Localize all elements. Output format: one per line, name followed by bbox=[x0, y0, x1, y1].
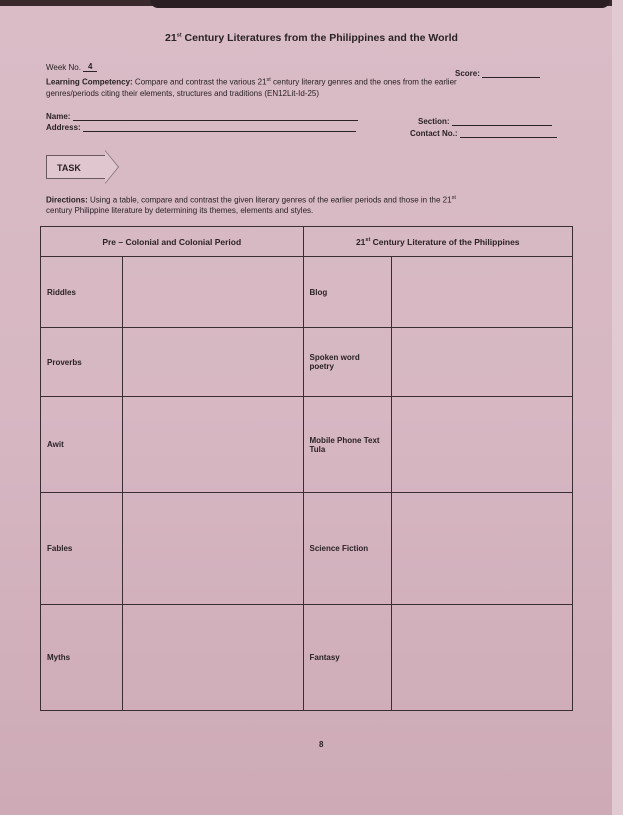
name-field: Name: bbox=[46, 112, 358, 121]
task-label: TASK bbox=[46, 155, 106, 179]
answer-cell[interactable] bbox=[392, 257, 573, 328]
week-number: Week No. 4 bbox=[46, 62, 97, 72]
genre-old: Riddles bbox=[41, 257, 123, 328]
genre-new: Spoken word poetry bbox=[303, 328, 392, 397]
answer-cell[interactable] bbox=[392, 397, 573, 493]
directions-cont: century Philippine literature by determining its themes, elements and styles. bbox=[46, 206, 314, 215]
page-title: 21st Century Literatures from the Philippines and the World bbox=[165, 32, 458, 44]
photo-shadow bbox=[150, 0, 610, 8]
page-number: 8 bbox=[319, 740, 324, 749]
comparison-table bbox=[40, 226, 573, 711]
arrow-icon bbox=[105, 150, 119, 184]
answer-cell[interactable] bbox=[122, 493, 303, 605]
table-row bbox=[41, 257, 573, 328]
section-field: Section: bbox=[418, 117, 552, 126]
answer-cell[interactable] bbox=[122, 397, 303, 493]
genre-new: Blog bbox=[303, 257, 392, 328]
table-row bbox=[41, 605, 573, 711]
genre-new: Fantasy bbox=[303, 605, 392, 711]
directions: Directions: Using a table, compare and contrast the given literary genres of the earlier periods and those in the 21st bbox=[46, 195, 456, 205]
answer-cell[interactable] bbox=[122, 605, 303, 711]
genre-new: Science Fiction bbox=[303, 493, 392, 605]
genre-old: Proverbs bbox=[41, 328, 123, 397]
learning-competency-cont: genres/periods citing their elements, structures and traditions (EN12Lit-Id-25) bbox=[46, 89, 320, 98]
genre-old: Awit bbox=[41, 397, 123, 493]
score-field: Score: bbox=[455, 69, 540, 78]
answer-cell[interactable] bbox=[122, 257, 303, 328]
answer-cell[interactable] bbox=[392, 493, 573, 605]
genre-old: Fables bbox=[41, 493, 123, 605]
genre-new: Mobile Phone Text Tula bbox=[303, 397, 392, 493]
answer-cell[interactable] bbox=[392, 328, 573, 397]
table-row bbox=[41, 493, 573, 605]
table-row bbox=[41, 397, 573, 493]
answer-cell[interactable] bbox=[122, 328, 303, 397]
genre-old: Myths bbox=[41, 605, 123, 711]
next-page-edge bbox=[612, 0, 623, 815]
learning-competency: Learning Competency: Compare and contrast the various 21st century literary genres and the ones from the earlier bbox=[46, 77, 457, 87]
header-precolonial: Pre – Colonial and Colonial Period bbox=[41, 227, 304, 257]
address-field: Address: bbox=[46, 123, 356, 132]
table-header-row bbox=[41, 227, 573, 257]
contact-field: Contact No.: bbox=[410, 129, 557, 138]
table-row bbox=[41, 328, 573, 397]
answer-cell[interactable] bbox=[392, 605, 573, 711]
header-21st-century: 21st Century Literature of the Philippines bbox=[303, 227, 573, 257]
